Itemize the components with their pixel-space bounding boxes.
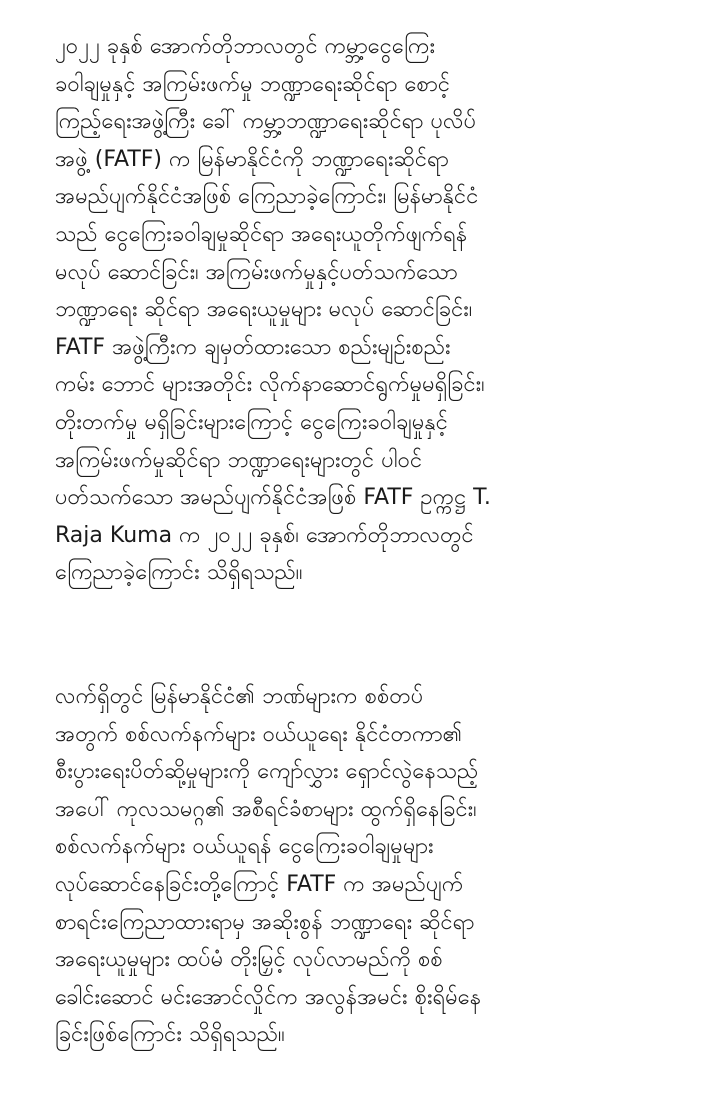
text-line: Raja Kuma က ၂၀၂၂ ခုနှစ်၊ အောက်တိုဘာလတွင် bbox=[55, 522, 474, 548]
paragraph-current-situation bbox=[55, 678, 680, 1054]
text-line: အကြမ်းဖက်မှုဆိုင်ရာ ဘဏ္ဍာရေးများတွင် ပါဝင် bbox=[55, 447, 423, 473]
text-line: အရေးယူမှုများ ထပ်မံ တိုးမြှင့် လုပ်လာမည်ကို စစ် bbox=[55, 947, 443, 973]
text-line: လုပ်ဆောင်နေခြင်းတို့ကြောင့် FATF က အမည်ပျက် bbox=[55, 871, 464, 897]
text-line: တိုးတက်မှု မရှိခြင်းများကြောင့် ငွေကြေးခဝါချမှုနှင့် bbox=[55, 409, 448, 435]
text-line: အပေါ် ကုလသမဂ္ဂ၏ အစီရင်ခံစာများ ထွက်ရှိနေခြင်း၊ bbox=[55, 796, 477, 822]
text-line: ကြည့်ရေးအဖွဲ့ကြီး ခေါ် ကမ္ဘာ့ဘဏ္ဍာရေးဆိုင်ရာ ပုလိပ် bbox=[55, 109, 477, 135]
text-line: သည် ငွေကြေးခဝါချမှုဆိုင်ရာ အရေးယူတိုက်ဖျက်ရန် bbox=[55, 221, 468, 247]
text-line: ကမ်း ဘောင် များအတိုင်း လိုက်နာဆောင်ရွက်မှုမရှိခြင်း၊ bbox=[55, 372, 485, 398]
text-line: စာရင်းကြေညာထားရာမှ အဆိုးစွန် ဘဏ္ဍာရေး ဆိုင်ရာ bbox=[55, 909, 475, 935]
text-line: ခေါင်းဆောင် မင်းအောင်လှိုင်က အလွန်အမင်း စိုးရိမ်နေ bbox=[55, 984, 482, 1010]
text-line: စစ်လက်နက်များ ဝယ်ယူရန် ငွေကြေးခဝါချမှုများ bbox=[55, 834, 434, 860]
text-line: ၂၀၂၂ ခုနှစ် အောက်တိုဘာလတွင် ကမ္ဘာ့ငွေကြေး bbox=[55, 34, 436, 59]
text-line: အမည်ပျက်နိုင်ငံအဖြစ် ကြေညာခဲ့ကြောင်း၊ မြန်မာနိုင်ငံ bbox=[55, 184, 479, 210]
text-line: ဘဏ္ဍာရေး ဆိုင်ရာ အရေးယူမှုများ မလုပ် ဆောင်ခြင်း၊ bbox=[55, 297, 473, 323]
text-line: မလုပ် ဆောင်ခြင်း၊ အကြမ်းဖက်မှုနှင့်ပတ်သက်သော bbox=[55, 259, 458, 285]
paragraph-fatf-blacklist bbox=[55, 28, 680, 592]
text-line: ခဝါချမှုနှင့် အကြမ်းဖက်မှု ဘဏ္ဍာရေးဆိုင်ရာ စောင့် bbox=[55, 71, 451, 97]
text-line: လက်ရှိတွင် မြန်မာနိုင်ငံ၏ ဘဏ်များက စစ်တပ် bbox=[55, 684, 424, 709]
text-line: ကြေညာခဲ့ကြောင်း သိရှိရသည်။ bbox=[55, 560, 303, 586]
text-line: အဖွဲ့ (FATF) က မြန်မာနိုင်ငံကို ဘဏ္ဍာရေးဆိုင်ရာ bbox=[55, 146, 449, 172]
text-line: ပတ်သက်သော အမည်ပျက်နိုင်ငံအဖြစ် FATF ဥက္ကဋ္ဌ T. bbox=[55, 485, 491, 511]
text-line: စီးပွားရေးပိတ်ဆို့မှုများကို ကျော်လွှား ရှောင်လွဲနေသည့် bbox=[55, 759, 479, 785]
text-line: FATF အဖွဲ့ကြီးက ချမှတ်ထားသော စည်းမျဉ်းစည်း bbox=[55, 334, 451, 360]
text-line: အတွက် စစ်လက်နက်များ ဝယ်ယူရေး နိုင်ငံတကာ၏ bbox=[55, 721, 463, 747]
text-line: ခြင်းဖြစ်ကြောင်း သိရှိရသည်။ bbox=[55, 1022, 285, 1048]
